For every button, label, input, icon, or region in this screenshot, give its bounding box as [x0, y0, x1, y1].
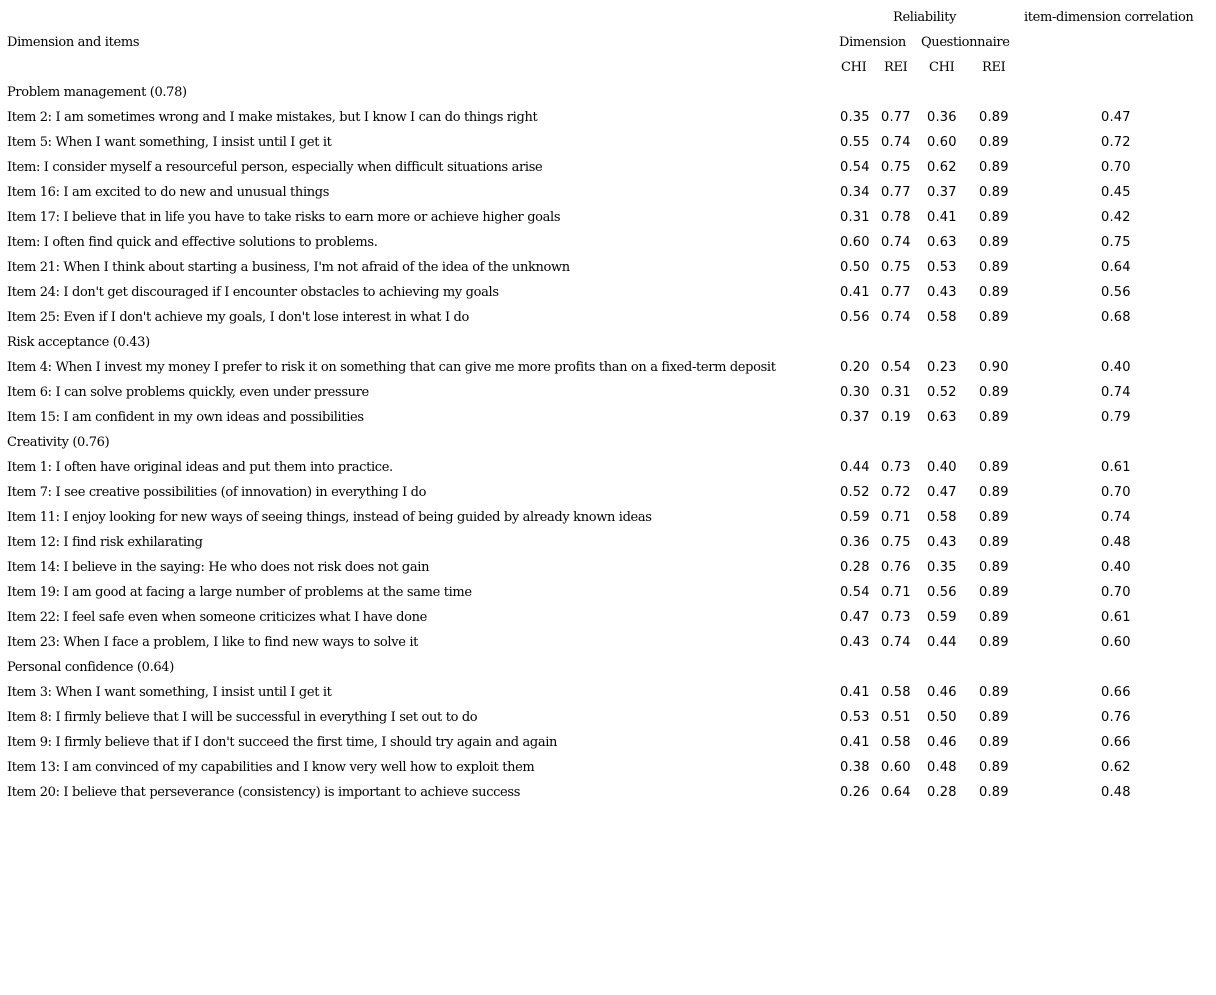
- questionnaire-chi-value: 0.46: [927, 685, 957, 700]
- dimension-rei-value: 0.74: [881, 135, 911, 150]
- dimension-rei-value: 0.75: [881, 260, 911, 275]
- questionnaire-chi-value: 0.56: [927, 585, 957, 600]
- dimension-chi-value: 0.43: [840, 635, 870, 650]
- item-dimension-correlation-value: 0.70: [1101, 485, 1131, 500]
- table-row: [0, 255, 1216, 280]
- item-label: Item 24: I don't get discouraged if I encounter obstacles to achieving my goals: [7, 285, 499, 300]
- dimension-chi-value: 0.54: [840, 585, 870, 600]
- questionnaire-chi-value: 0.41: [927, 210, 957, 225]
- questionnaire-chi-value: 0.53: [927, 260, 957, 275]
- item-label: Item 19: I am good at facing a large number of problems at the same time: [7, 585, 472, 600]
- dimension-chi-value: 0.50: [840, 260, 870, 275]
- dimension-rei-value: 0.77: [881, 185, 911, 200]
- table-row: [0, 280, 1216, 305]
- dimension-group-row: [0, 80, 1216, 105]
- header-row-1: [0, 5, 1216, 30]
- questionnaire-chi-value: 0.23: [927, 360, 957, 375]
- table-row: [0, 780, 1216, 805]
- item-dimension-correlation-value: 0.75: [1101, 235, 1131, 250]
- item-dimension-correlation-value: 0.48: [1101, 535, 1131, 550]
- table-row: [0, 180, 1216, 205]
- dimension-chi-value: 0.54: [840, 160, 870, 175]
- dimension-title: Risk acceptance (0.43): [7, 335, 150, 350]
- header-dimension-and-items: Dimension and items: [7, 35, 140, 50]
- item-label: Item 11: I enjoy looking for new ways of seeing things, instead of being guided by already known ideas: [7, 510, 652, 525]
- questionnaire-rei-value: 0.89: [979, 510, 1009, 525]
- questionnaire-chi-value: 0.63: [927, 410, 957, 425]
- questionnaire-rei-value: 0.89: [979, 760, 1009, 775]
- dimension-rei-value: 0.77: [881, 285, 911, 300]
- item-label: Item 22: I feel safe even when someone criticizes what I have done: [7, 610, 427, 625]
- dimension-chi-value: 0.52: [840, 485, 870, 500]
- questionnaire-chi-value: 0.60: [927, 135, 957, 150]
- table-row: [0, 130, 1216, 155]
- questionnaire-rei-value: 0.89: [979, 260, 1009, 275]
- dimension-rei-value: 0.75: [881, 535, 911, 550]
- dimension-chi-value: 0.38: [840, 760, 870, 775]
- dimension-group-row: [0, 655, 1216, 680]
- questionnaire-rei-value: 0.89: [979, 735, 1009, 750]
- item-dimension-correlation-value: 0.74: [1101, 510, 1131, 525]
- dimension-rei-value: 0.74: [881, 235, 911, 250]
- table-row: [0, 755, 1216, 780]
- questionnaire-rei-value: 0.89: [979, 610, 1009, 625]
- questionnaire-rei-value: 0.89: [979, 285, 1009, 300]
- table-row: [0, 680, 1216, 705]
- dimension-chi-value: 0.37: [840, 410, 870, 425]
- item-label: Item 6: I can solve problems quickly, even under pressure: [7, 385, 369, 400]
- item-label: Item 17: I believe that in life you have to take risks to earn more or achieve higher goals: [7, 210, 561, 225]
- dimension-rei-value: 0.78: [881, 210, 911, 225]
- dimension-group-row: [0, 330, 1216, 355]
- item-dimension-correlation-value: 0.70: [1101, 160, 1131, 175]
- questionnaire-rei-value: 0.89: [979, 135, 1009, 150]
- table-row: [0, 230, 1216, 255]
- dimension-chi-value: 0.60: [840, 235, 870, 250]
- questionnaire-rei-value: 0.89: [979, 110, 1009, 125]
- questionnaire-chi-value: 0.48: [927, 760, 957, 775]
- questionnaire-rei-value: 0.89: [979, 560, 1009, 575]
- questionnaire-chi-value: 0.28: [927, 785, 957, 800]
- header-questionnaire: Questionnaire: [921, 35, 1010, 50]
- questionnaire-chi-value: 0.47: [927, 485, 957, 500]
- table-row: [0, 505, 1216, 530]
- dimension-rei-value: 0.51: [881, 710, 911, 725]
- dimension-chi-value: 0.20: [840, 360, 870, 375]
- item-dimension-correlation-value: 0.62: [1101, 760, 1131, 775]
- questionnaire-rei-value: 0.90: [979, 360, 1009, 375]
- item-label: Item 25: Even if I don't achieve my goals, I don't lose interest in what I do: [7, 310, 469, 325]
- dimension-rei-value: 0.77: [881, 110, 911, 125]
- table-row: [0, 355, 1216, 380]
- dimension-title: Personal confidence (0.64): [7, 660, 174, 675]
- item-dimension-correlation-value: 0.64: [1101, 260, 1131, 275]
- dimension-rei-value: 0.19: [881, 410, 911, 425]
- dimension-chi-value: 0.28: [840, 560, 870, 575]
- questionnaire-rei-value: 0.89: [979, 635, 1009, 650]
- dimension-chi-value: 0.41: [840, 285, 870, 300]
- questionnaire-rei-value: 0.89: [979, 460, 1009, 475]
- item-label: Item 8: I firmly believe that I will be successful in everything I set out to do: [7, 710, 478, 725]
- item-dimension-correlation-value: 0.79: [1101, 410, 1131, 425]
- questionnaire-rei-value: 0.89: [979, 185, 1009, 200]
- header-item-dimension-correlation: item-dimension correlation: [1024, 10, 1194, 25]
- questionnaire-chi-value: 0.58: [927, 310, 957, 325]
- item-label: Item 4: When I invest my money I prefer to risk it on something that can give me more profits than on a fixed-term deposit: [7, 360, 776, 375]
- questionnaire-chi-value: 0.43: [927, 535, 957, 550]
- questionnaire-chi-value: 0.58: [927, 510, 957, 525]
- questionnaire-chi-value: 0.44: [927, 635, 957, 650]
- questionnaire-chi-value: 0.50: [927, 710, 957, 725]
- questionnaire-rei-value: 0.89: [979, 585, 1009, 600]
- questionnaire-chi-value: 0.37: [927, 185, 957, 200]
- item-label: Item: I consider myself a resourceful person, especially when difficult situations arise: [7, 160, 543, 175]
- dimension-rei-value: 0.64: [881, 785, 911, 800]
- dimension-chi-value: 0.31: [840, 210, 870, 225]
- header-row-2: [0, 30, 1216, 55]
- dimension-title: Problem management (0.78): [7, 85, 187, 100]
- questionnaire-rei-value: 0.89: [979, 785, 1009, 800]
- table-row: [0, 205, 1216, 230]
- item-label: Item 13: I am convinced of my capabilities and I know very well how to exploit them: [7, 760, 535, 775]
- item-label: Item 2: I am sometimes wrong and I make mistakes, but I know I can do things right: [7, 110, 538, 125]
- table-row: [0, 630, 1216, 655]
- questionnaire-chi-value: 0.36: [927, 110, 957, 125]
- item-dimension-correlation-value: 0.68: [1101, 310, 1131, 325]
- dimension-chi-value: 0.47: [840, 610, 870, 625]
- dimension-rei-value: 0.60: [881, 760, 911, 775]
- header-row-3: [0, 55, 1216, 80]
- item-label: Item 9: I firmly believe that if I don't succeed the first time, I should try again and again: [7, 735, 558, 750]
- dimension-group-row: [0, 430, 1216, 455]
- header-dimension-chi: CHI: [841, 60, 867, 75]
- header-reliability: Reliability: [893, 10, 957, 25]
- questionnaire-chi-value: 0.62: [927, 160, 957, 175]
- questionnaire-rei-value: 0.89: [979, 160, 1009, 175]
- dimension-chi-value: 0.41: [840, 685, 870, 700]
- questionnaire-rei-value: 0.89: [979, 485, 1009, 500]
- table-row: [0, 480, 1216, 505]
- questionnaire-rei-value: 0.89: [979, 710, 1009, 725]
- dimension-chi-value: 0.30: [840, 385, 870, 400]
- table-row: [0, 305, 1216, 330]
- dimension-chi-value: 0.44: [840, 460, 870, 475]
- table-row: [0, 705, 1216, 730]
- questionnaire-rei-value: 0.89: [979, 535, 1009, 550]
- dimension-chi-value: 0.41: [840, 735, 870, 750]
- dimension-chi-value: 0.53: [840, 710, 870, 725]
- table-row: [0, 105, 1216, 130]
- table-body: [0, 80, 1216, 805]
- dimension-rei-value: 0.58: [881, 685, 911, 700]
- dimension-chi-value: 0.34: [840, 185, 870, 200]
- table-row: [0, 380, 1216, 405]
- item-dimension-correlation-value: 0.47: [1101, 110, 1131, 125]
- questionnaire-rei-value: 0.89: [979, 385, 1009, 400]
- dimension-rei-value: 0.74: [881, 635, 911, 650]
- table-row: [0, 455, 1216, 480]
- dimension-rei-value: 0.54: [881, 360, 911, 375]
- item-label: Item 12: I find risk exhilarating: [7, 535, 203, 550]
- item-label: Item 1: I often have original ideas and put them into practice.: [7, 460, 393, 475]
- dimension-chi-value: 0.26: [840, 785, 870, 800]
- dimension-rei-value: 0.58: [881, 735, 911, 750]
- dimension-chi-value: 0.36: [840, 535, 870, 550]
- table-row: [0, 405, 1216, 430]
- item-dimension-correlation-value: 0.42: [1101, 210, 1131, 225]
- header-dimension: Dimension: [839, 35, 906, 50]
- table-row: [0, 580, 1216, 605]
- item-label: Item 15: I am confident in my own ideas and possibilities: [7, 410, 364, 425]
- header-questionnaire-rei: REI: [982, 60, 1006, 75]
- item-label: Item 14: I believe in the saying: He who does not risk does not gain: [7, 560, 430, 575]
- item-label: Item 3: When I want something, I insist until I get it: [7, 685, 332, 700]
- dimension-chi-value: 0.56: [840, 310, 870, 325]
- questionnaire-rei-value: 0.89: [979, 235, 1009, 250]
- item-dimension-correlation-value: 0.61: [1101, 610, 1131, 625]
- dimension-rei-value: 0.71: [881, 585, 911, 600]
- item-dimension-correlation-value: 0.45: [1101, 185, 1131, 200]
- item-dimension-correlation-value: 0.48: [1101, 785, 1131, 800]
- header-questionnaire-chi: CHI: [929, 60, 955, 75]
- item-label: Item 20: I believe that perseverance (consistency) is important to achieve success: [7, 785, 521, 800]
- dimension-title: Creativity (0.76): [7, 435, 110, 450]
- item-dimension-correlation-value: 0.74: [1101, 385, 1131, 400]
- item-dimension-correlation-value: 0.66: [1101, 735, 1131, 750]
- questionnaire-rei-value: 0.89: [979, 685, 1009, 700]
- questionnaire-rei-value: 0.89: [979, 210, 1009, 225]
- dimension-rei-value: 0.73: [881, 610, 911, 625]
- item-dimension-correlation-value: 0.40: [1101, 560, 1131, 575]
- header-dimension-rei: REI: [884, 60, 908, 75]
- dimension-rei-value: 0.72: [881, 485, 911, 500]
- questionnaire-rei-value: 0.89: [979, 310, 1009, 325]
- questionnaire-chi-value: 0.35: [927, 560, 957, 575]
- item-dimension-correlation-value: 0.40: [1101, 360, 1131, 375]
- item-dimension-correlation-value: 0.60: [1101, 635, 1131, 650]
- item-dimension-correlation-value: 0.61: [1101, 460, 1131, 475]
- questionnaire-chi-value: 0.40: [927, 460, 957, 475]
- dimension-rei-value: 0.76: [881, 560, 911, 575]
- item-label: Item 21: When I think about starting a business, I'm not afraid of the idea of the unknown: [7, 260, 570, 275]
- item-label: Item 5: When I want something, I insist until I get it: [7, 135, 332, 150]
- questionnaire-chi-value: 0.63: [927, 235, 957, 250]
- questionnaire-chi-value: 0.59: [927, 610, 957, 625]
- dimension-rei-value: 0.74: [881, 310, 911, 325]
- table-row: [0, 730, 1216, 755]
- item-label: Item: I often find quick and effective solutions to problems.: [7, 235, 378, 250]
- questionnaire-chi-value: 0.43: [927, 285, 957, 300]
- dimension-rei-value: 0.31: [881, 385, 911, 400]
- item-dimension-correlation-value: 0.72: [1101, 135, 1131, 150]
- item-dimension-correlation-value: 0.66: [1101, 685, 1131, 700]
- dimension-chi-value: 0.59: [840, 510, 870, 525]
- dimension-chi-value: 0.35: [840, 110, 870, 125]
- dimension-rei-value: 0.71: [881, 510, 911, 525]
- questionnaire-chi-value: 0.46: [927, 735, 957, 750]
- table-row: [0, 155, 1216, 180]
- questionnaire-rei-value: 0.89: [979, 410, 1009, 425]
- item-dimension-correlation-value: 0.56: [1101, 285, 1131, 300]
- item-label: Item 16: I am excited to do new and unusual things: [7, 185, 330, 200]
- dimension-chi-value: 0.55: [840, 135, 870, 150]
- table-row: [0, 605, 1216, 630]
- table-row: [0, 530, 1216, 555]
- item-label: Item 23: When I face a problem, I like to find new ways to solve it: [7, 635, 419, 650]
- questionnaire-chi-value: 0.52: [927, 385, 957, 400]
- dimension-rei-value: 0.73: [881, 460, 911, 475]
- table-row: [0, 555, 1216, 580]
- reliability-table: [0, 5, 1216, 805]
- item-dimension-correlation-value: 0.70: [1101, 585, 1131, 600]
- dimension-rei-value: 0.75: [881, 160, 911, 175]
- item-dimension-correlation-value: 0.76: [1101, 710, 1131, 725]
- item-label: Item 7: I see creative possibilities (of innovation) in everything I do: [7, 485, 427, 500]
